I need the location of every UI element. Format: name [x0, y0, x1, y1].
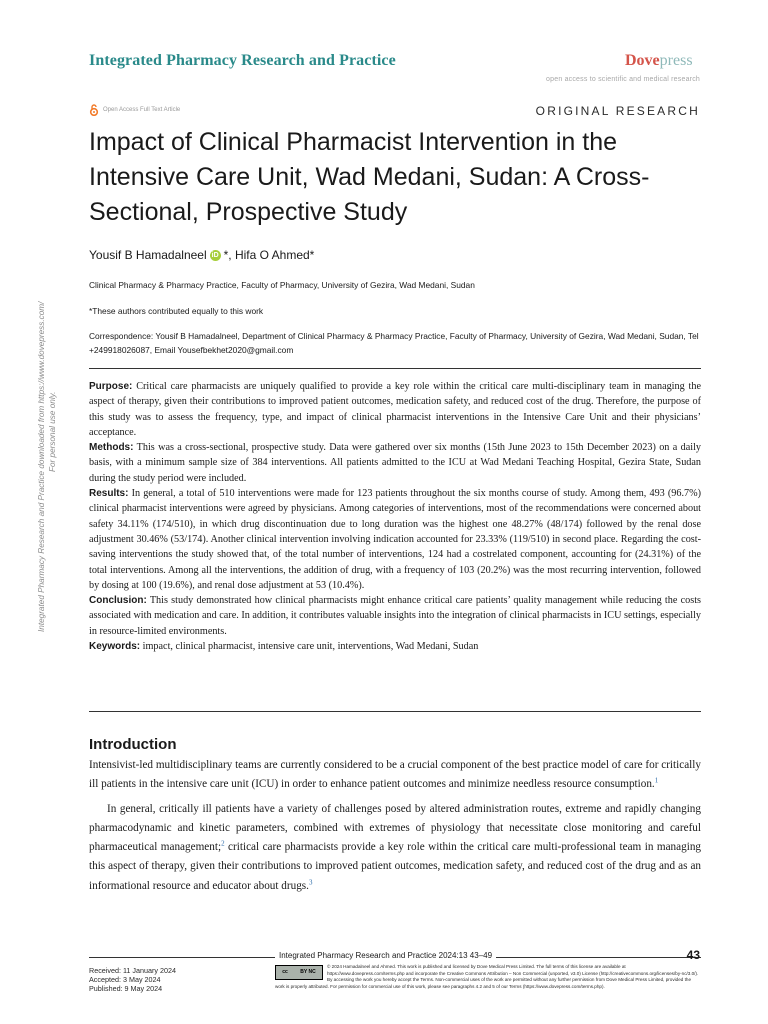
author-list	[89, 248, 314, 262]
abstract-purpose-text: Critical care pharmacists are uniquely qualified to provide a key role within the critical care multi-disciplinary team in managing the aspect of therapy, given their contributions to improved patient outcomes, medication safety, and reduced cost of the drug. Therefore, the purpose of this study was to assess the frequency, type, and impact of clinical pharmacist interventions in the Intensive Care Unit and their physicians’ acceptance.	[89, 381, 701, 438]
license-text: © 2024 Hamadalneel and Ahmed. This work is published and licensed by Dove Medical Press Limited. The full terms of this license are available at https://www.dovepress.com/terms.php and incorporate the Creative Commons Attribution – Non Commercial (unported, v3.0) License (http://creativecommons.org/licenses/by-nc/3.0/). By accessing the work you hereby accept the Terms. Non-commercial uses of the work are permitted without any further permission from Dove Medical Press Limited, provided the work is properly attributed. For permission for commercial use of this work, please see paragraphs 4.2 and 5 of our Terms (https://www.dovepress.com/terms.php).	[275, 964, 699, 989]
abstract-results-text: In general, a total of 510 interventions were made for 123 patients throughout the six months course of study. Among them, 493 (96.7%) clinical pharmacist interventions were agreed by physicians. Among categories of interventions, most of the recommendations were concerned about safety 34.11% (174/510), in which drug discontinuation due to long duration was the highest one 48.27% (48/174) followed by the renal dose adjustment 30.46% (53/174). Another clinical intervention involving indication accounted for 23.33% (119/510) in second place. Regarding the cost-saving interventions the study showed that, of the total number of interventions, 124 had a costrelated component, accounting for (24.31%) of the total interventions. Among all the interventions, the addition of drug, with a frequency of 103 (20.2%) was the most recurring intervention, followed by dosing at 100 (19.6%), and renal dose adjustment at 53 (10.4%).	[89, 488, 701, 591]
citation-ref-3[interactable]: 3	[308, 877, 313, 886]
article-type: ORIGINAL RESEARCH	[535, 104, 700, 118]
introduction-p1-text: Intensivist-led multidisciplinary teams are currently considered to be a crucial component of the best practice model of care for critically ill patients in the intensive care unit (ICU) in order to enhance patient outcomes and minimize needless resource consumption.	[89, 759, 701, 791]
section-heading-introduction: Introduction	[89, 736, 177, 753]
abstract-methods-label: Methods:	[89, 442, 134, 454]
abstract-conclusion	[89, 593, 701, 639]
side-download-notice	[18, 234, 72, 634]
publication-dates	[89, 966, 176, 994]
citation-ref-2[interactable]: 2	[221, 839, 225, 848]
date-published: Published: 9 May 2024	[89, 984, 163, 994]
author-2[interactable]: *, Hifa O Ahmed*	[223, 248, 315, 262]
abstract-keywords	[89, 639, 701, 654]
publisher-logo[interactable]	[625, 52, 693, 70]
cc-badge-bync: BY NC	[300, 969, 316, 976]
publisher-logo-dove: Dove	[625, 52, 660, 69]
abstract-bottom-rule	[89, 711, 701, 712]
footer-citation: Integrated Pharmacy Research and Practice 2024:13 43–49	[275, 951, 496, 960]
cc-by-nc-icon[interactable]	[275, 965, 323, 980]
open-access-lock-icon	[89, 104, 99, 116]
abstract-conclusion-label: Conclusion:	[89, 595, 147, 607]
abstract-keywords-text: impact, clinical pharmacist, intensive care unit, interventions, Wad Medani, Sudan	[140, 641, 479, 653]
abstract	[89, 379, 701, 654]
author-1[interactable]: Yousif B Hamadalneel	[89, 248, 207, 262]
side-download-line1: Integrated Pharmacy Research and Practice downloaded from https://www.dovepress.com/	[37, 301, 46, 632]
page-number: 43	[686, 948, 700, 962]
abstract-methods	[89, 440, 701, 486]
abstract-keywords-label: Keywords:	[89, 641, 141, 653]
introduction-paragraph-2	[89, 800, 701, 895]
citation-ref-1[interactable]: 1	[654, 776, 659, 785]
abstract-top-rule	[89, 368, 701, 369]
article-title: Impact of Clinical Pharmacist Intervention in the Intensive Care Unit, Wad Medani, Sudan: A Cross-Sectional, Prospective Study	[89, 128, 650, 226]
open-access-text: Open Access Full Text Article	[103, 107, 181, 113]
side-download-svg	[18, 234, 72, 634]
publisher-logo-press: press	[659, 52, 693, 69]
introduction-body	[89, 756, 701, 896]
introduction-paragraph-1	[89, 756, 701, 794]
abstract-purpose	[89, 379, 701, 440]
correspondence: Correspondence: Yousif B Hamadalneel, Department of Clinical Pharmacy & Pharmacy Practice, Faculty of Pharmacy, University of Gezira, Wad Medani, Sudan, Tel +249918026087, Email Yousefbekhet2020@gmail.com	[89, 331, 699, 355]
journal-title[interactable]: Integrated Pharmacy Research and Practice	[89, 52, 396, 69]
abstract-results	[89, 486, 701, 593]
publisher-tagline: open access to scientific and medical research	[546, 76, 700, 83]
license-notice	[275, 964, 701, 990]
date-received: Received: 11 January 2024	[89, 966, 176, 975]
affiliation: Clinical Pharmacy & Pharmacy Practice, Faculty of Pharmacy, University of Gezira, Wad Medani, Sudan	[89, 280, 475, 290]
cc-badge-cc: cc	[282, 969, 288, 976]
abstract-methods-text: This was a cross-sectional, prospective study. Data were gathered over six months (15th June 2023 to 15th December 2023) on a daily basis, with a minimum sample size of 384 interventions. All patients admitted to the ICU at Wad Medani Teaching Hospital, Gezira State, Sudan during the study period were included.	[89, 442, 701, 484]
open-access-label	[89, 104, 180, 116]
abstract-results-label: Results:	[89, 488, 129, 500]
date-accepted: Accepted: 3 May 2024	[89, 975, 161, 985]
contribution-note: *These authors contributed equally to this work	[89, 306, 264, 316]
abstract-purpose-label: Purpose:	[89, 381, 133, 392]
introduction-p2-text-a: In general, critically ill patients have a variety of challenges posed by altered administration routes, extreme and rapidly changing pharmacodynamic and kinetic parameters, combined with extremes of physiology that necessitate close monitoring and careful pharmaceutical management;	[89, 803, 701, 854]
abstract-conclusion-text: This study demonstrated how clinical pharmacists might enhance critical care patients’ quality management while reducing the costs associated with medication and care. In addition, it contributes valuable insights into the integration of clinical pharmacists in ICU settings, especially in resource-limited environments.	[89, 595, 701, 637]
introduction-p2-text-b: critical care pharmacists provide a key role within the critical care multi-professional team in managing this aspect of therapy, given their contributions to improved patient outcomes, medication safety, and reduced cost of the drug and as an informational resource and educator about drugs.	[89, 841, 702, 892]
side-download-line2: For personal use only.	[48, 391, 57, 472]
orcid-icon[interactable]: iD	[211, 251, 219, 259]
